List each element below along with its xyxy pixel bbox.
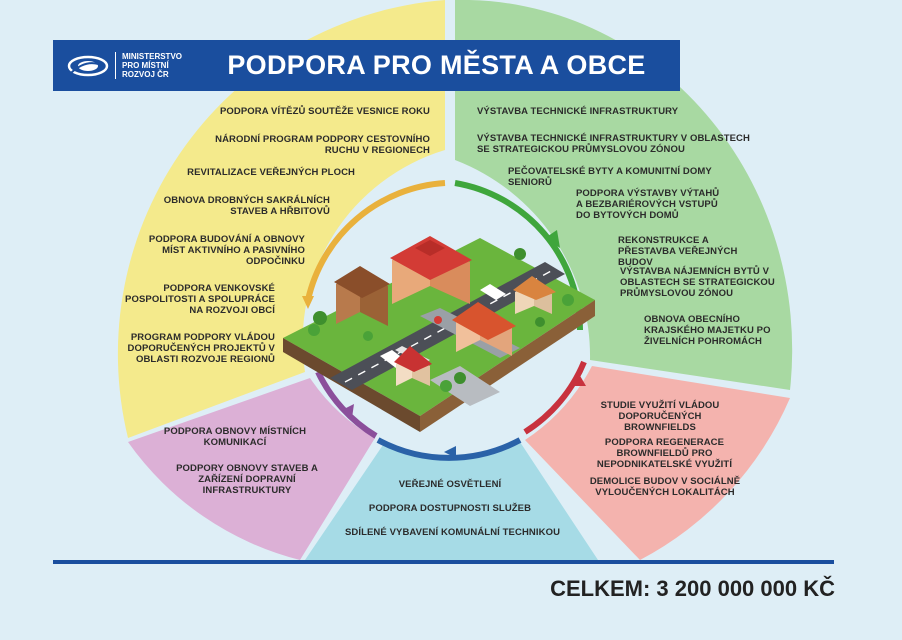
purple-item-1: PODPORA OBNOVY MÍSTNÍCH KOMUNIKACÍ: [163, 426, 307, 448]
logo-text: [115, 52, 182, 79]
cyan-item-3: SDÍLENÉ VYBAVENÍ KOMUNÁLNÍ TECHNIKOU: [344, 527, 561, 538]
pink-item-2: PODPORA REGENERACE BROWNFIELDŮ PRO NEPODNIKATELSKÉ VYUŽITÍ: [596, 437, 733, 470]
green-item-4: PODPORA VÝSTAVBY VÝTAHŮ A BEZBARIÉROVÝCH VSTUPŮ DO BYTOVÝCH DOMŮ: [576, 188, 720, 221]
footer-divider: [53, 560, 834, 564]
purple-item-2: PODPORY OBNOVY STAVEB A ZAŘÍZENÍ DOPRAVNÍ INFRASTRUKTURY: [176, 463, 318, 496]
pink-item-1: STUDIE VYUŽITÍ VLÁDOU DOPORUČENÝCH BROWNFIELDS: [600, 400, 720, 433]
yellow-item-7: PROGRAM PODPORY VLÁDOU DOPORUČENÝCH PROJEKTŮ V OBLASTI ROZVOJE REGIONŮ: [127, 332, 275, 365]
ministry-logo: [53, 40, 203, 91]
logo-line-3: ROZVOJ ČR: [122, 70, 169, 79]
yellow-item-1: PODPORA VÍTĚZŮ SOUTĚŽE VESNICE ROKU: [219, 106, 430, 117]
header-banner: [53, 40, 680, 91]
green-item-2: VÝSTAVBA TECHNICKÉ INFRASTRUKTURY V OBLASTECH SE STRATEGICKOU PRŮMYSLOVOU ZÓNOU: [477, 133, 750, 155]
ministry-emblem-icon: [67, 53, 109, 79]
yellow-item-3: REVITALIZACE VEŘEJNÝCH PLOCH: [187, 167, 355, 178]
yellow-item-2: NÁRODNÍ PROGRAM PODPORY CESTOVNÍHO RUCHU V REGIONECH: [215, 134, 430, 156]
cyan-item-2: PODPORA DOSTUPNOSTI SLUŽEB: [368, 503, 532, 514]
town-illustration: [283, 236, 595, 432]
yellow-item-4: OBNOVA DROBNÝCH SAKRÁLNÍCH STAVEB A HŘBITOVŮ: [163, 195, 330, 217]
green-item-7: OBNOVA OBECNÍHO KRAJSKÉHO MAJETKU PO ŽIVELNÍCH POHROMÁCH: [644, 314, 771, 347]
logo-line-2: PRO MÍSTNÍ: [122, 61, 169, 70]
cyan-item-1: VEŘEJNÉ OSVĚTLENÍ: [398, 479, 502, 490]
green-item-3: PEČOVATELSKÉ BYTY A KOMUNITNÍ DOMY SENIORŮ: [508, 166, 712, 188]
green-item-1: VÝSTAVBA TECHNICKÉ INFRASTRUKTURY: [477, 106, 679, 117]
yellow-item-5: PODPORA BUDOVÁNÍ A OBNOVY MÍST AKTIVNÍHO A PASIVNÍHO ODPOČINKU: [148, 234, 305, 267]
green-item-5: REKONSTRUKCE A PŘESTAVBA VEŘEJNÝCH BUDOV: [618, 235, 738, 268]
page-title: PODPORA PRO MĚSTA A OBCE: [227, 50, 646, 80]
yellow-item-6: PODPORA VENKOVSKÉ POSPOLITOSTI A SPOLUPRÁCE NA ROZVOJI OBCÍ: [125, 283, 275, 316]
total-amount: CELKEM: 3 200 000 000 KČ: [550, 576, 835, 601]
logo-line-1: MINISTERSTVO: [122, 52, 183, 61]
green-item-6: VÝSTAVBA NÁJEMNÍCH BYTŮ V OBLASTECH SE STRATEGICKOU PRŮMYSLOVOU ZÓNOU: [620, 266, 775, 299]
pink-item-3: DEMOLICE BUDOV V SOCIÁLNĚ VYLOUČENÝCH LOKALITÁCH: [589, 476, 741, 498]
